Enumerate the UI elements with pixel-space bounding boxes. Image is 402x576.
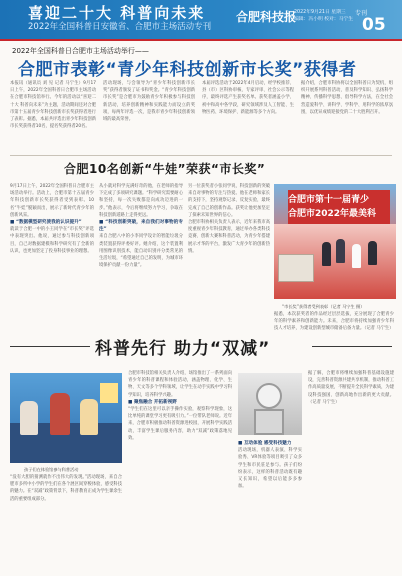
story2-col1-text: 9月17日上午，2022年全国科普日合肥市主场活动举行。活动上，合肥市第十五届青少年科技创新市长奖获得者受到表彰。10名“牛娃”脱颖而出，展示了新时代青少年的创新风采。	[10, 184, 94, 218]
story3-column-4	[308, 370, 394, 570]
story3-subhead-1: ■ 聚焦融合 开拓新视野	[128, 399, 177, 405]
story1-kicker: 2022年全国科普日合肥市主场活动举行——	[12, 47, 149, 55]
award-ceremony-photo	[274, 184, 396, 299]
story1-col1-text: 本报讯（通讯员 刘 见 记者 马宁生）9月17日上午，2022年全国科普日合肥市主场活动在合肥市科技馆举行。今年的活动以“喜迎二十大 科普向未来”为主题，活动期间还对合肥市第十五届青少年科技创新市长奖获得者进行了表彰。据悉，本届共评选出青少年科技创新市长奖获得者10名，提名奖获得者20名。	[10, 81, 96, 130]
story3-column-2	[128, 370, 232, 570]
story2-column-3	[188, 183, 270, 311]
story2-col3b-text: 合肥市科协相关负责人表示，近年来我市高度重视青少年科技教育，通过举办各类科技竞赛、创新大赛和科普活动，为青少年搭建展示才华的平台，激发广大青少年的创新热情。	[188, 220, 270, 254]
story2-headline: 合肥10名创新“牛娃”荣获“市长奖”	[64, 162, 266, 176]
headline-rule-right	[312, 346, 392, 347]
screen-text-2: 合肥市2022年最美科	[288, 209, 377, 219]
robot-demo-photo	[238, 373, 302, 435]
story2-subhead-2: ■ “科技创新突破，来自我们对事物的专注”	[99, 220, 183, 233]
story3-col4-text: 活动现场，机器人表演、科学实验秀、VR体验等项目吸引了众多学生和市民驻足参与。孩子们纷纷表示，这样的科普活动既有趣又长知识，希望以后能多多参加。	[238, 448, 302, 490]
issue-editors: 编辑：冯小明 校对：马宁生	[294, 17, 354, 22]
story1-headline: 合肥市表彰“青少年科技创新市长奖”获得者	[18, 60, 357, 80]
certificate-frame	[278, 254, 314, 282]
story2-col2b-text: 来自合肥八中的小李同学设计的智能垃圾分类装置获得评委好评。她介绍，这个装置利用图像识别技术，能自动识别并分类常见的生活垃圾，“希望通过自己的发明，为城市环境保护贡献一份力量”。	[99, 234, 183, 269]
story1-col4-text: 据介绍，合肥市科协将以全国科普日为契机，组织开展系列科普活动，普及科学知识、弘扬科学精神、传播科学思想、倡导科学方法，在全社会营造爱科学、讲科学、学科学、用科学的浓厚氛围，以优异成绩迎接党的二十大胜利召开。	[301, 81, 393, 115]
page-number: 05	[362, 15, 386, 35]
story2-col3-text: 另一位获奖者小张同学说，科技创新的突破来自对事物的专注与热爱。他在老师和家长的支持下，坚持观察记录、反复实验，最终完成了自己的创新作品。获奖让他更加坚定了探索未知世界的信心。	[188, 184, 270, 218]
story2-col4-text: 据悉，本次获奖者的作品经过层层选拔，充分展现了合肥青少年的科学素养和创新能力。未来，合肥市将持续加强青少年科技人才培养，为建设创新型城市储备后备力量。（记者 马宁生）	[274, 312, 394, 332]
masthead-rule	[0, 39, 402, 41]
person-figure	[368, 241, 377, 265]
issue-info	[294, 9, 353, 23]
child-figure	[20, 401, 38, 435]
newspaper-name: 合肥科技报	[236, 10, 297, 24]
story1-col2-text: 活动现场，与会领导为“青少年科技创新市长奖”获得者颁发了证书和奖金。“青少年科技创新市长奖”是合肥市为鼓励青少年积极参与科技创新活动，培养创新精神和实践能力而设立的奖项，每两年评选一次，是我市青少年科技创新领域的最高荣誉。	[103, 81, 195, 123]
science-activity-photo	[10, 373, 122, 463]
story3-headline: 科普先行 助力“双减”	[95, 339, 271, 359]
banner-title: 喜迎二十大 科普向未来	[28, 4, 206, 22]
story3-col1-text: “没有大胆的猜测就作不出伟大的发现。”活动现场，来自合肥市多所中小学的学生们在各个展区间穿梭体验，感受科技的魅力。在“双减”政策背景下，科普教育正成为学生课余生活的重要组成部分。	[10, 475, 122, 502]
story3-col2-text: 合肥市科技馆相关负责人介绍，场馆推出了一系列面向青少年的科普课程和体验活动，涵盖物理、化学、生物、天文等多个学科领域，让学生在动手实践中学习科学知识，培养科学兴趣。	[128, 371, 232, 398]
story2-col2-text: 从小就对科学充满好奇的他，在老师的指导下完成了多项研究课题。“科学研究需要耐心和坚持，每一次失败都是向成功迈进的一步。”他表示，今后将继续努力学习，争取在科技创新道路上走得更远。	[99, 184, 183, 218]
robot-head	[256, 383, 282, 409]
banner-subtitle: 2022年全国科普日安徽省、合肥市主场活动专刊	[28, 22, 212, 32]
story3-column-1	[10, 474, 122, 572]
exhibit-light	[100, 383, 118, 403]
story3-col5-text: 据了解，合肥市将继续加强科普基础设施建设，完善科普资源共建共享机制，推动科普工作高质量发展，不断提升全民科学素质，为建设科技强国、创新高地作出新的更大贡献。（记者 马宁生）	[308, 371, 394, 405]
section-label: 专刊	[355, 10, 368, 17]
person-figure	[352, 244, 361, 268]
story1-col3-text: 本届评选活动于2022年4月启动，经学校推荐、县（市）区科协审核、专家评审、社会公示等程序，最终评选产生获奖名单。获奖者涵盖小学、初中和高中各学段，研究领域涉及人工智能、生物医药、环境保护、新能源等多个方向。	[202, 81, 294, 115]
activity-photo-caption: 孩子们在体验馆参与科普活动	[24, 467, 79, 472]
headline-rule-left	[10, 346, 90, 347]
person-figure	[322, 242, 331, 266]
story2-column-2	[99, 183, 183, 311]
child-figure	[50, 393, 70, 435]
person-figure	[336, 239, 345, 263]
story3-column-3	[238, 440, 302, 570]
issue-date: 2022年9月21日 星期三	[294, 10, 346, 15]
story3-col3-text: “学生们在这里可以亲手操作实验，观察科学现象，这比单纯的课堂学习更有吸引力。”一位带队老师说。近年来，合肥市积极推动科普资源进校园，开展科学实践活动，丰富学生课后服务内容，助力“双减”政策落地见效。	[128, 407, 232, 441]
story1-column-1	[10, 80, 96, 154]
story1-column-4	[301, 80, 393, 154]
story3-subhead-2: ■ 互动体验 感受科技魅力	[238, 441, 292, 446]
story1-column-3	[202, 80, 294, 154]
section-divider-1	[10, 155, 392, 156]
masthead-banner	[0, 0, 402, 39]
screen-text-1: 合肥市第十一届青少	[288, 195, 370, 205]
child-figure	[80, 399, 98, 435]
story1-column-2	[103, 80, 195, 154]
story2-col1b-text: 就读于合肥一中的小王同学在“市长奖”评选中表现突出。他说，通过参与科技创新项目，自己对数据建模和科学研究有了全新的认识，也更加坚定了投身科技事业的理想。	[10, 227, 94, 254]
award-photo-caption: “市长奖”获得者受到表彰（记者 马宁生 摄）	[282, 304, 365, 309]
robot-body	[254, 409, 284, 435]
story2-column-1	[10, 183, 94, 311]
story2-column-4	[274, 311, 394, 333]
story2-subhead-1: ■ “数据模型研究使我的认识提升”	[10, 220, 82, 226]
